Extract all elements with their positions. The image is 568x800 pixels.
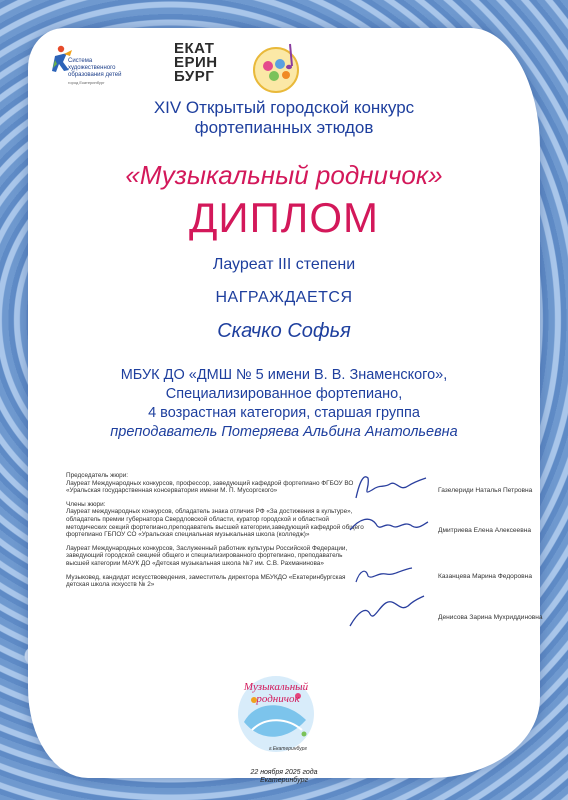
logo-row: [0, 40, 568, 100]
music-school-emblem-icon: [246, 40, 308, 96]
laureate-degree: Лауреат III степени: [212, 256, 356, 273]
signature-member-3: [344, 592, 428, 632]
jury-member-name: Дмитриева Елена Алексеевна: [438, 527, 532, 534]
jury-members-label: Члены жюри:: [66, 500, 106, 508]
teacher-line: преподаватель Потеряева Альбина Анатольевна: [110, 424, 458, 440]
ekaterinburg-logo: [174, 42, 234, 92]
emblem-city: г.Екатеринбург: [268, 746, 308, 752]
logo-text-line: Система: [68, 58, 93, 64]
category-line: 4 возрастная категория, старшая группа: [148, 405, 420, 421]
jury-member-description: Лауреат Международных конкурсов, Заслуженный работник культуры Российской Федерации, заведующий городской секцией общего и специализированного фортепиано, преподаватель высшей категории МАУК ДО «Детская музыкальная школа №7 им. С.В. Рахманинова»: [66, 544, 348, 567]
signature-member-2: [352, 560, 422, 590]
awarded-label: НАГРАЖДАЕТСЯ: [215, 289, 353, 306]
recipient-name: Скачко Софья: [217, 320, 351, 342]
signature-chair: [350, 470, 430, 504]
emblem-title-line-2: родничок: [256, 693, 300, 705]
contest-heading-line: фортепианных этюдов: [194, 118, 374, 137]
diploma-title: ДИПЛОМ: [188, 194, 380, 241]
jury-chair-description: Лауреат Международных конкурсов, профессор, заведующий кафедрой фортепиано ФГБОУ ВО «Уральская государственная консерватория имени М. П. Мусоргского»: [66, 479, 354, 495]
jury-member-name: Денисова Зарина Мухриддиновна: [438, 614, 543, 621]
contest-name: «Музыкальный родничок»: [125, 160, 443, 190]
jury-chair-name: Газелериди Наталья Петровна: [438, 487, 533, 494]
jury-section: [66, 472, 366, 595]
jury-chair-label: Председатель жюри:: [66, 472, 129, 479]
contest-heading-line: XIV Открытый городской конкурс: [153, 98, 415, 117]
issue-city: Екатеринбург: [260, 777, 308, 784]
emblem-title-line-1: Музыкальный: [243, 681, 309, 693]
contest-emblem: [226, 670, 326, 758]
logo-text: [68, 58, 158, 86]
jury-member-name: Казанцева Марина Федоровна: [438, 573, 532, 580]
art-education-system-logo: [52, 44, 162, 94]
school-line: МБУК ДО «ДМШ № 5 имени В. В. Знаменского»,: [120, 367, 448, 383]
award-details: [0, 366, 568, 442]
issue-date: 22 ноября 2025 года: [250, 769, 318, 776]
ekb-logo-line: БУРГ: [174, 68, 215, 85]
logo-text-line: художественного: [68, 65, 116, 71]
ekb-logo-line: ЕКАТ: [174, 40, 215, 57]
logo-text-line: образования детей: [68, 72, 122, 78]
jury-member-description: Музыковед, кандидат искусствоведения, заместитель директора МБУКДО «Екатеринбургская детская школа искусств № 2»: [66, 573, 346, 589]
jury-member-description: Лауреат международных конкурсов, обладатель знака отличия РФ «За достижения в культуре», обладатель премии губернатора Свердловской области, куратор городской и областной методических секций фортепиано,преподаватель высшей категории,заведующий кафедрой общего фортепиано ГБПОУ СО «Уральская специальная музыкальная школа (колледж)»: [66, 508, 364, 539]
specialty-line: Специализированное фортепиано,: [165, 386, 403, 402]
logo-city: город Екатеринбург: [68, 80, 105, 85]
signature-member-1: [346, 510, 430, 544]
contest-heading: [0, 98, 568, 138]
issue-date-block: [0, 769, 568, 785]
ekb-logo-line: ЕРИН: [174, 54, 218, 71]
